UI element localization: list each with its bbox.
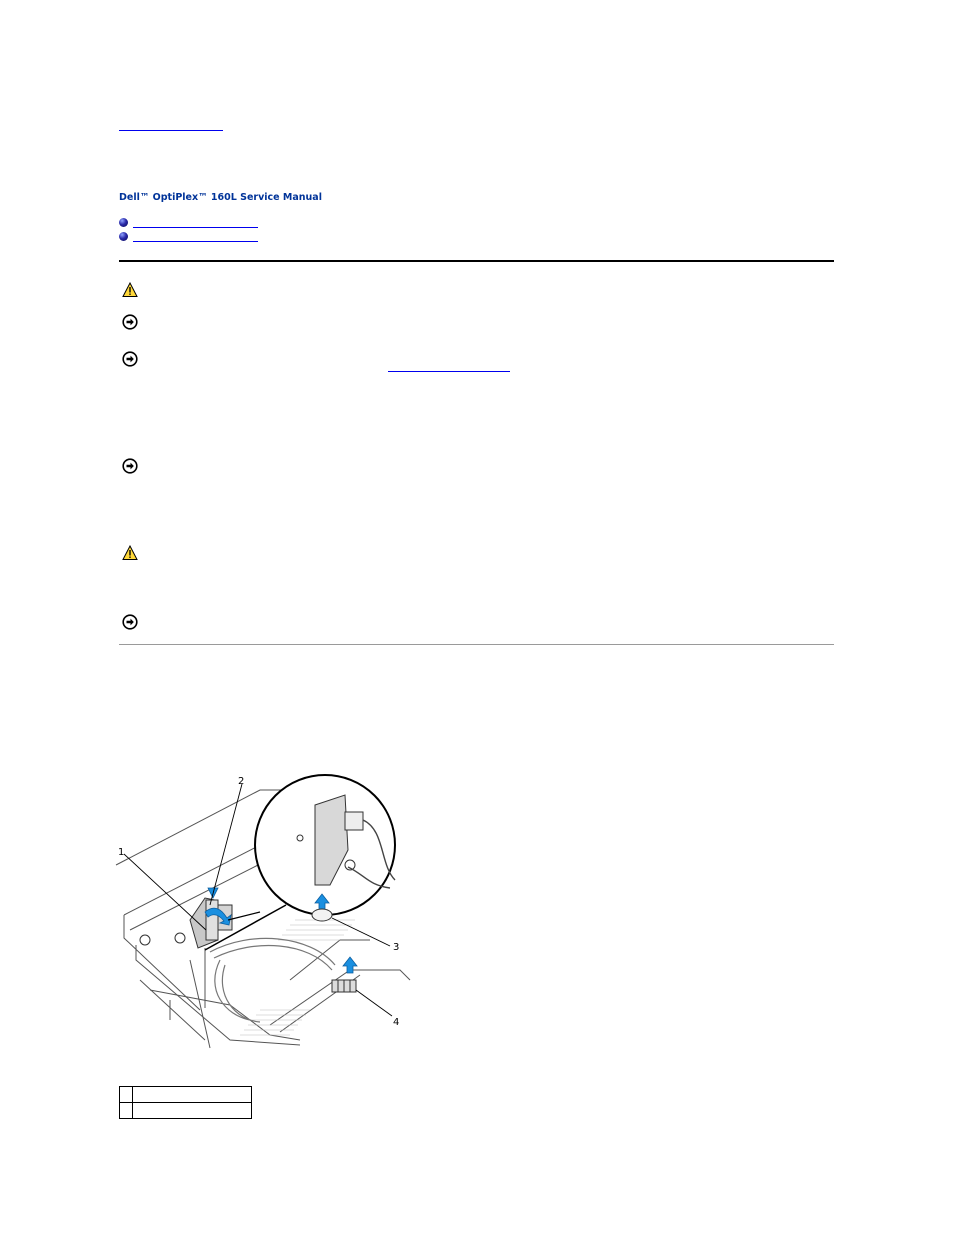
table-row	[120, 1087, 252, 1103]
notice-icon	[122, 458, 138, 474]
section-divider-thin	[119, 644, 834, 645]
caution-icon	[122, 282, 138, 298]
table-row	[120, 1103, 252, 1119]
section-link-1[interactable]	[133, 227, 258, 228]
callout-2: 2	[238, 776, 245, 787]
manual-title: Dell™ OptiPlex™ 160L Service Manual	[119, 192, 322, 203]
legend-table	[119, 1086, 252, 1119]
callout-4: 4	[393, 1017, 400, 1028]
callout-3: 3	[393, 942, 400, 953]
section-divider	[119, 260, 834, 262]
cover-sensor-removal-illustration	[110, 770, 415, 1055]
notice-icon	[122, 351, 138, 367]
bullet-icon	[119, 218, 128, 227]
bullet-icon	[119, 232, 128, 241]
notice-icon	[122, 314, 138, 330]
back-to-contents-link[interactable]	[119, 130, 223, 131]
inline-reference-link[interactable]	[388, 371, 510, 372]
notice-icon	[122, 614, 138, 630]
callout-1: 1	[118, 847, 125, 858]
caution-icon	[122, 545, 138, 561]
section-link-2[interactable]	[133, 241, 258, 242]
